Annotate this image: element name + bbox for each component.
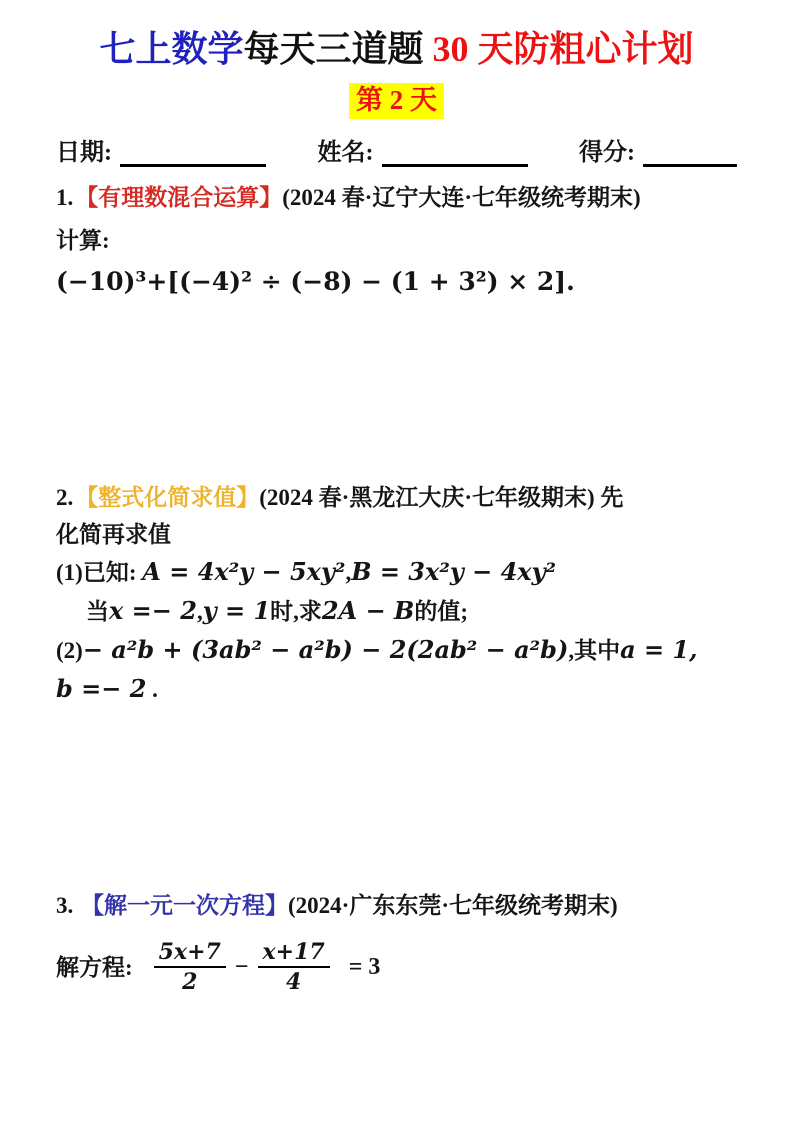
question-2-part1-line2 (56, 592, 737, 631)
cond-mid: 时,求 (270, 598, 322, 624)
minus-operator: − (234, 953, 249, 980)
score-label: 得分: (579, 139, 635, 166)
question-2-part2-line2 (56, 670, 737, 709)
fraction-1 (154, 939, 226, 996)
part2-math: − a²b + (3ab² − a²b) − 2(2ab² − a²b) (82, 634, 569, 664)
question-3-source: (2024·广东东莞·七年级统考期末) (288, 892, 618, 918)
question-2-part2-line1 (56, 631, 737, 670)
name-field-group (318, 139, 528, 168)
cond-y: y = 1 (202, 595, 271, 625)
question-3-topic-tag: 【解一元一次方程】 (81, 892, 288, 918)
info-row (56, 139, 737, 168)
score-field-group (579, 139, 737, 168)
page-title (56, 26, 737, 73)
part2-mid: ,其中 (568, 637, 621, 663)
day-badge: 第 2 天 (349, 83, 444, 119)
date-field-group (56, 139, 266, 168)
name-label: 姓名: (317, 139, 374, 166)
score-blank-line (643, 141, 737, 167)
cond-expr: 2A − B (321, 595, 415, 625)
fraction-1-denominator: 2 (182, 969, 198, 996)
part2-label: (2) (56, 637, 83, 663)
day-row (56, 83, 737, 119)
equation-rhs: = 3 (348, 953, 381, 980)
part1-math-a: A = 4x²y − 5xy² (142, 557, 346, 587)
fraction-2 (258, 939, 330, 996)
title-part-blue: 七上数学 (99, 29, 244, 69)
question-3-heading (56, 889, 737, 924)
part2-end: . (146, 676, 158, 702)
question-2-topic-tag: 【整式化简求值】 (75, 485, 260, 511)
question-1-source: (2024 春·辽宁大连·七年级统考期末) (282, 185, 641, 211)
title-part-red: 30 天防粗心计划 (432, 29, 694, 69)
date-blank-line (120, 141, 266, 167)
part1-comma: , (345, 560, 352, 586)
work-space-1 (56, 299, 737, 467)
question-3-number: 3. (56, 892, 74, 918)
question-1-topic-tag: 【有理数混合运算】 (75, 185, 283, 211)
question-2-part1-line1 (56, 553, 737, 592)
question-1-heading (56, 181, 737, 216)
fraction-2-denominator: 4 (285, 969, 302, 996)
question-2-heading (56, 481, 737, 516)
question-2-line1-tail: 先 (594, 485, 624, 511)
part1-label: (1) (56, 560, 83, 586)
question-3-equation (56, 939, 737, 996)
question-3-prompt: 解方程: (56, 954, 133, 980)
question-1-prompt: 计算: (56, 227, 110, 253)
work-space-2 (56, 709, 737, 875)
cond-end: 的值; (414, 598, 469, 624)
question-2-source: (2024 春·黑龙江大庆·七年级期末) (259, 485, 595, 511)
date-label: 日期: (56, 139, 112, 166)
question-1-expression: (−10)³+[(−4)² ÷ (−8) − (1 + 3²) × 2]. (56, 267, 575, 297)
part1-math-b: B = 3x²y − 4xy² (351, 557, 557, 587)
part2-math-a: a = 1, (620, 634, 698, 664)
part2-math-b: b =− 2 (56, 673, 147, 703)
part1-intro: 已知: (82, 560, 143, 586)
cond-x: x =− 2 (109, 595, 197, 625)
question-2-number: 2. (56, 485, 74, 511)
cond-pre: 当 (86, 598, 109, 624)
title-part-black: 每天三道题 (243, 29, 433, 69)
name-blank-line (382, 141, 528, 167)
fraction-1-numerator: 5x+7 (154, 939, 226, 968)
question-2-line2: 化简再求值 (56, 521, 171, 547)
cond-comma: , (196, 598, 203, 624)
fraction-2-numerator: x+17 (258, 939, 330, 968)
question-1-number: 1. (56, 185, 74, 211)
